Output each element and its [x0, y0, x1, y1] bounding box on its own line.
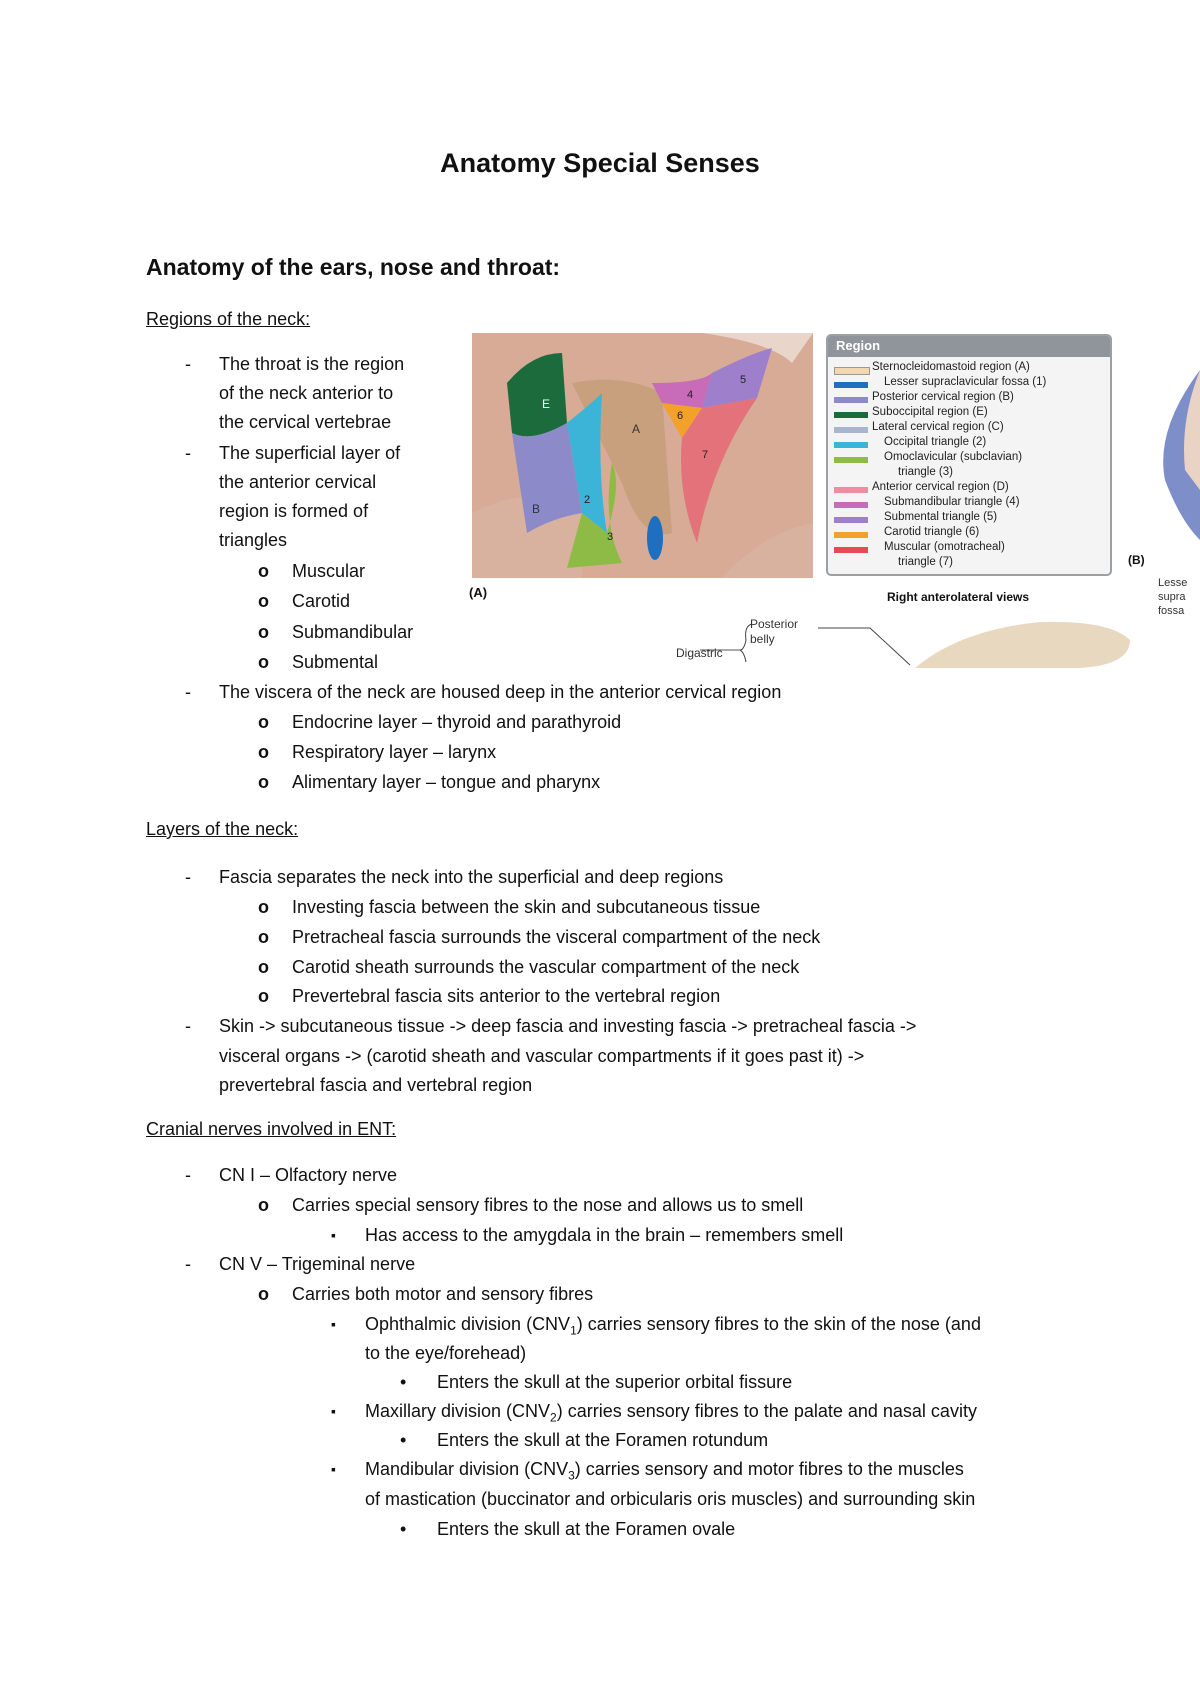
- label-A: A: [632, 422, 641, 436]
- circle-marker: o: [258, 622, 269, 642]
- nerve-text: CN V – Trigeminal nerve: [219, 1254, 416, 1274]
- circle-marker: o: [258, 1284, 269, 1304]
- nerve-text: Enters the skull at the Foramen ovale: [437, 1519, 736, 1539]
- legend-header: Region: [828, 336, 1110, 357]
- maxillary-line: [365, 1400, 977, 1429]
- dash-marker: -: [185, 682, 191, 702]
- circle-marker: o: [258, 927, 269, 947]
- circle-marker: o: [258, 591, 269, 611]
- legend-entry: Anterior cervical region (D): [872, 481, 1009, 493]
- posterior-belly-label: [750, 617, 798, 647]
- circle-marker: o: [258, 712, 269, 732]
- viscera-item: Respiratory layer – larynx: [292, 742, 497, 762]
- subscript: 1: [570, 1323, 577, 1338]
- section-heading: Anatomy of the ears, nose and throat:: [146, 254, 561, 280]
- layers-text: Skin -> subcutaneous tissue -> deep fascia and investing fascia -> pretracheal fascia ->: [219, 1016, 917, 1036]
- regions-text: The superficial layer of: [219, 443, 401, 463]
- nerve-text: CN I – Olfactory nerve: [219, 1165, 398, 1185]
- viscera-item: Endocrine layer – thyroid and parathyroid: [292, 712, 622, 732]
- figure-caption-b: (B): [1128, 553, 1145, 567]
- regions-text: the cervical vertebrae: [219, 412, 392, 432]
- posterior-belly-line: Posterior: [750, 617, 799, 631]
- square-marker: ▪: [331, 1227, 336, 1243]
- layers-text: Fascia separates the neck into the superficial and deep regions: [219, 867, 724, 887]
- regions-text: The throat is the region: [219, 354, 405, 374]
- legend-entry: Posterior cervical region (B): [872, 391, 1014, 403]
- dash-marker: -: [185, 443, 191, 463]
- figure-caption-a: (A): [469, 585, 488, 600]
- square-marker: ▪: [331, 1316, 336, 1332]
- dot-marker: •: [400, 1372, 407, 1392]
- figure-b-crop: [1125, 370, 1200, 545]
- nerve-text: Has access to the amygdala in the brain – remembers smell: [365, 1225, 844, 1245]
- document-title: Anatomy Special Senses: [440, 148, 760, 178]
- legend-swatch: [834, 547, 868, 553]
- dot-marker: •: [400, 1430, 407, 1450]
- legend-swatch: [834, 382, 868, 388]
- nerve-text: Mandibular division (CNV: [365, 1459, 569, 1479]
- legend-swatch: [834, 442, 868, 448]
- dot-marker: •: [400, 1519, 407, 1539]
- digastric-label: Digastric: [676, 646, 723, 660]
- label-3: 3: [607, 531, 614, 543]
- legend-entry: Submental triangle (5): [884, 511, 998, 523]
- nerve-text: ) carries sensory fibres to the palate and nasal cavity: [556, 1401, 977, 1421]
- triangle-item: Muscular: [292, 561, 366, 581]
- label-5: 5: [740, 374, 747, 386]
- triangle-item: Carotid: [292, 591, 351, 611]
- fascia-item: Pretracheal fascia surrounds the visceral compartment of the neck: [292, 927, 821, 947]
- subheading-regions: Regions of the neck:: [146, 309, 311, 329]
- regions-text: region is formed of: [219, 501, 369, 521]
- regions-text: triangles: [219, 530, 288, 550]
- legend-entry: Submandibular triangle (4): [884, 496, 1020, 508]
- legend-entry: triangle (3): [898, 466, 953, 478]
- nerve-text: to the eye/forehead): [365, 1343, 527, 1363]
- legend-swatch: [834, 532, 868, 538]
- nerve-text: Maxillary division (CNV: [365, 1401, 551, 1421]
- label-B: B: [532, 502, 541, 516]
- neck-regions-illustration: [472, 333, 813, 578]
- cut-label: Lesse: [1158, 577, 1188, 589]
- legend-entry: triangle (7): [898, 556, 953, 568]
- legend-swatch: [834, 457, 868, 463]
- triangle-item: Submental: [292, 652, 379, 672]
- legend-entry: Lateral cervical region (C): [872, 421, 1004, 433]
- digastric-figure-crop: [660, 610, 1140, 670]
- figure-views-caption: Right anterolateral views: [887, 590, 1030, 604]
- legend-swatch: [834, 517, 868, 523]
- subscript: 2: [550, 1410, 557, 1425]
- viscera-item: Alimentary layer – tongue and pharynx: [292, 772, 601, 792]
- square-marker: ▪: [331, 1403, 336, 1419]
- cut-label: fossa: [1158, 605, 1185, 617]
- region-legend: [826, 334, 1112, 576]
- layers-text: visceral organs -> (carotid sheath and vascular compartments if it goes past it) ->: [219, 1046, 865, 1066]
- label-7: 7: [702, 449, 709, 461]
- nerve-text: Enters the skull at the Foramen rotundum: [437, 1430, 769, 1450]
- ophthalmic-line: [365, 1313, 981, 1342]
- cut-label: supra: [1158, 591, 1186, 603]
- circle-marker: o: [258, 652, 269, 672]
- circle-marker: o: [258, 561, 269, 581]
- legend-swatch: [834, 367, 870, 375]
- legend-entry: Carotid triangle (6): [884, 526, 980, 538]
- dash-marker: -: [185, 1165, 191, 1185]
- regions-text: the anterior cervical: [219, 472, 377, 492]
- fascia-item: Prevertebral fascia sits anterior to the vertebral region: [292, 986, 721, 1006]
- label-6: 6: [677, 410, 684, 422]
- label-E: E: [542, 397, 551, 411]
- legend-swatch: [834, 487, 868, 493]
- subscript: 3: [568, 1468, 575, 1483]
- regions-text: The viscera of the neck are housed deep in the anterior cervical region: [219, 682, 782, 702]
- label-4: 4: [687, 389, 694, 401]
- fascia-item: Carotid sheath surrounds the vascular compartment of the neck: [292, 957, 800, 977]
- legend-swatch: [834, 412, 868, 418]
- nerve-text: Carries both motor and sensory fibres: [292, 1284, 594, 1304]
- nerve-text: ) carries sensory fibres to the skin of the nose (and: [576, 1314, 981, 1334]
- posterior-belly-line: belly: [750, 632, 775, 646]
- nerve-text: ) carries sensory and motor fibres to the muscles: [574, 1459, 964, 1479]
- subheading-layers: Layers of the neck:: [146, 819, 299, 839]
- legend-entry: Occipital triangle (2): [884, 436, 987, 448]
- mandibular-line: [365, 1458, 964, 1487]
- legend-entry: Muscular (omotracheal): [884, 541, 1005, 553]
- legend-entry: Suboccipital region (E): [872, 406, 988, 418]
- dash-marker: -: [185, 867, 191, 887]
- dash-marker: -: [185, 1016, 191, 1036]
- nerve-text: Carries special sensory fibres to the nose and allows us to smell: [292, 1195, 804, 1215]
- legend-swatch: [834, 397, 868, 403]
- dash-marker: -: [185, 1254, 191, 1274]
- nerve-text: Ophthalmic division (CNV: [365, 1314, 571, 1334]
- layers-text: prevertebral fascia and vertebral region: [219, 1075, 533, 1095]
- circle-marker: o: [258, 897, 269, 917]
- circle-marker: o: [258, 772, 269, 792]
- legend-swatch: [834, 427, 868, 433]
- circle-marker: o: [258, 1195, 269, 1215]
- nerve-text: of mastication (buccinator and orbicularis oris muscles) and surrounding skin: [365, 1489, 976, 1509]
- fascia-item: Investing fascia between the skin and subcutaneous tissue: [292, 897, 761, 917]
- legend-entry: Omoclavicular (subclavian): [884, 451, 1023, 463]
- legend-swatch: [834, 502, 868, 508]
- circle-marker: o: [258, 742, 269, 762]
- label-2: 2: [584, 494, 591, 506]
- square-marker: ▪: [331, 1461, 336, 1477]
- regions-text: of the neck anterior to: [219, 383, 394, 403]
- dash-marker: -: [185, 354, 191, 374]
- triangle-item: Submandibular: [292, 622, 414, 642]
- circle-marker: o: [258, 986, 269, 1006]
- legend-entry: Sternocleidomastoid region (A): [872, 361, 1030, 373]
- legend-entry: Lesser supraclavicular fossa (1): [884, 376, 1047, 388]
- circle-marker: o: [258, 957, 269, 977]
- subheading-nerves: Cranial nerves involved in ENT:: [146, 1119, 397, 1139]
- nerve-text: Enters the skull at the superior orbital fissure: [437, 1372, 793, 1392]
